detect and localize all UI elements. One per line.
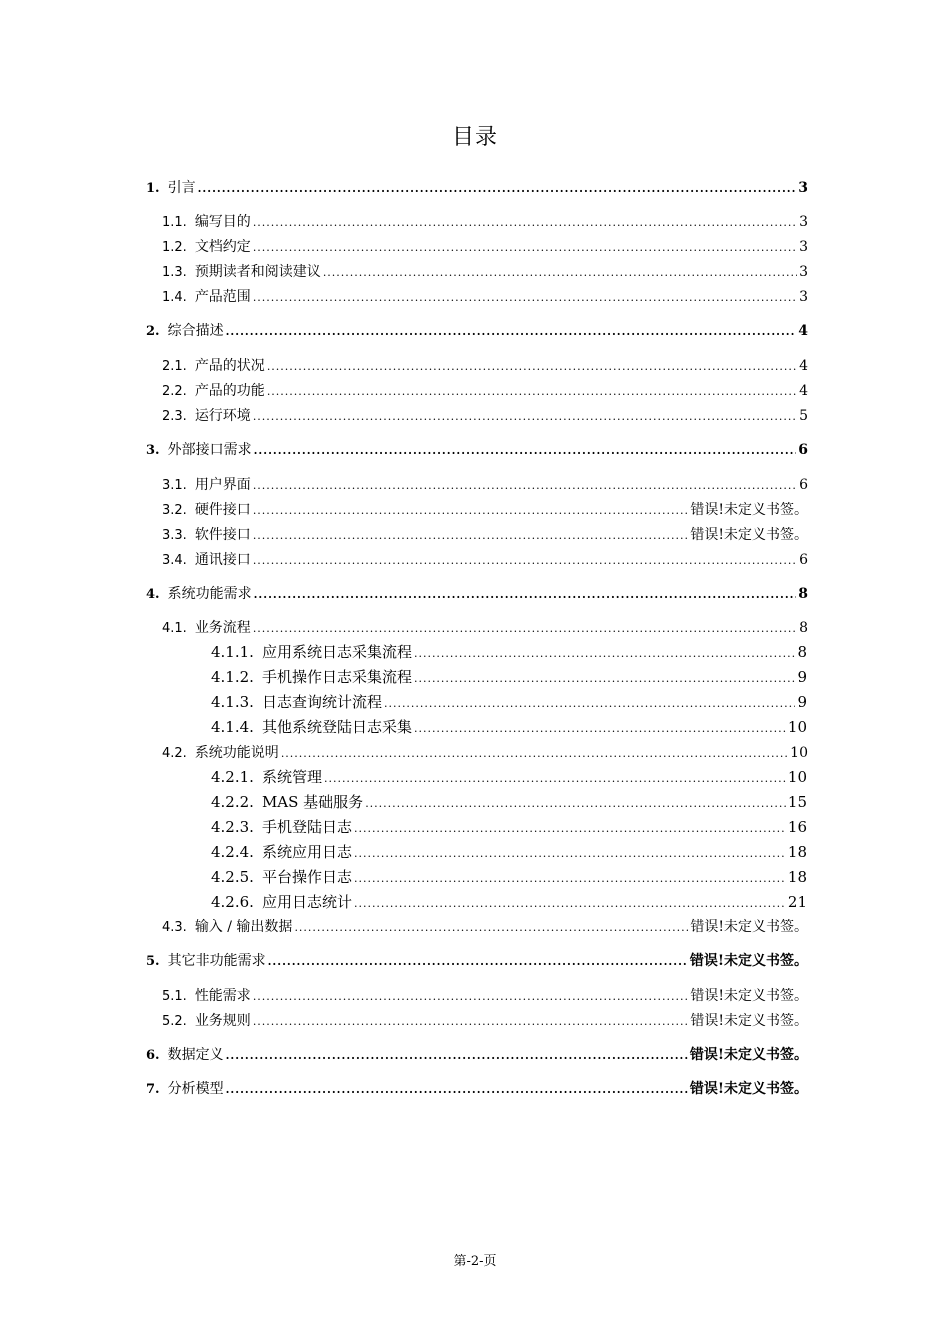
toc-entry[interactable] <box>162 261 808 283</box>
toc-entry[interactable] <box>146 950 808 972</box>
toc-entry[interactable] <box>146 320 808 342</box>
toc-entry-page: 10 <box>790 745 808 761</box>
toc-entry-title: 运行环境 <box>194 408 251 424</box>
toc-entry[interactable] <box>162 617 808 639</box>
toc-entry-page: 8 <box>798 586 808 602</box>
toc-entry[interactable] <box>211 716 807 738</box>
toc-entry-number: 5.1. <box>162 989 187 1004</box>
toc-entry-page: 4 <box>799 383 808 399</box>
toc-entry-page: 6 <box>798 442 808 458</box>
toc-entry-page: 15 <box>787 793 807 811</box>
toc-entry-title: 平台操作日志 <box>261 868 352 886</box>
toc-entry-number: 1.3. <box>162 265 187 280</box>
toc-entry-title: 系统功能需求 <box>167 586 252 602</box>
toc-entry-number: 3.4. <box>162 553 187 568</box>
toc-entry-page: 8 <box>797 643 807 661</box>
toc-entry-number: 4.2.1. <box>211 768 254 786</box>
toc-entry-title: 产品范围 <box>194 289 251 305</box>
toc-entry-number: 2.1. <box>162 359 187 374</box>
toc-entry-number: 4.1.1. <box>211 643 254 661</box>
toc-entry-page: 6 <box>799 552 808 568</box>
toc-entry-title: 其它非功能需求 <box>167 953 266 969</box>
toc-entry-title: 输入 / 输出数据 <box>194 919 293 935</box>
toc-entry-title: 硬件接口 <box>194 502 251 518</box>
toc-entry[interactable] <box>211 866 807 888</box>
toc-entry-title: 引言 <box>167 180 196 196</box>
toc-leader-dots <box>354 893 786 915</box>
toc-entry-number: 4.1.4. <box>211 718 254 736</box>
toc-leader-dots <box>324 768 786 790</box>
toc-entry-title: 用户界面 <box>194 477 251 493</box>
toc-title: 目录 <box>451 125 498 150</box>
toc-entry[interactable] <box>162 549 808 571</box>
toc-entry-number: 5.2. <box>162 1014 187 1029</box>
toc-entry[interactable] <box>146 439 808 461</box>
toc-entry-page: 错误!未定义书签。 <box>690 988 808 1004</box>
toc-leader-dots <box>365 793 786 815</box>
toc-entry[interactable] <box>146 583 808 605</box>
toc-entry-number: 3.2. <box>162 503 187 518</box>
toc-entry-page: 10 <box>787 768 807 786</box>
toc-entry-page: 18 <box>787 843 807 861</box>
toc-leader-dots <box>354 818 786 840</box>
toc-leader-dots <box>253 618 797 640</box>
toc-entry-title: 分析模型 <box>167 1081 224 1097</box>
toc-entry-number: 3.3. <box>162 528 187 543</box>
toc-entry[interactable] <box>146 1044 808 1066</box>
toc-entry-title: 软件接口 <box>194 527 251 543</box>
toc-entry-number: 5. <box>146 954 160 969</box>
toc-entry-title: 预期读者和阅读建议 <box>194 264 321 280</box>
toc-leader-dots <box>268 951 688 973</box>
toc-entry-page: 4 <box>799 358 808 374</box>
toc-leader-dots <box>354 843 786 865</box>
toc-entry[interactable] <box>162 1010 808 1032</box>
toc-entry-page: 错误!未定义书签。 <box>690 527 808 543</box>
toc-entry-number: 3.1. <box>162 478 187 493</box>
toc-leader-dots <box>253 212 797 234</box>
toc-entry-number: 4.2.2. <box>211 793 254 811</box>
toc-entry[interactable] <box>162 916 808 938</box>
toc-entry-page: 10 <box>787 718 807 736</box>
toc-entry-number: 2.3. <box>162 409 187 424</box>
toc-entry[interactable] <box>162 474 808 496</box>
toc-entry-title: MAS 基础服务 <box>261 793 364 811</box>
toc-entry-number: 3. <box>146 443 160 458</box>
toc-leader-dots <box>253 986 689 1008</box>
toc-entry-page: 9 <box>797 693 807 711</box>
toc-leader-dots <box>384 693 796 715</box>
toc-entry-title: 数据定义 <box>167 1047 224 1063</box>
toc-leader-dots <box>253 475 797 497</box>
toc-leader-dots <box>253 287 797 309</box>
toc-leader-dots <box>226 1079 688 1101</box>
toc-leader-dots <box>414 668 796 690</box>
toc-entry-number: 1. <box>146 181 160 196</box>
toc-entry-page: 4 <box>798 323 808 339</box>
toc-entry-page: 3 <box>799 264 808 280</box>
toc-entry-number: 4.2.5. <box>211 868 254 886</box>
toc-entry[interactable] <box>162 286 808 308</box>
toc-entry-title: 其他系统登陆日志采集 <box>261 718 412 736</box>
toc-entry-title: 应用系统日志采集流程 <box>261 643 412 661</box>
toc-entry-title: 通讯接口 <box>194 552 251 568</box>
toc-entry-number: 4.2.3. <box>211 818 254 836</box>
toc-entry-title: 日志查询统计流程 <box>261 693 382 711</box>
toc-leader-dots <box>294 917 688 939</box>
toc-entry[interactable] <box>211 641 807 663</box>
toc-entry-page: 6 <box>799 477 808 493</box>
toc-entry[interactable] <box>162 524 808 546</box>
toc-leader-dots <box>354 868 786 890</box>
toc-leader-dots <box>253 237 797 259</box>
toc-entry-title: 编写目的 <box>194 214 251 230</box>
toc-entry[interactable] <box>146 177 808 199</box>
toc-entry[interactable] <box>162 211 808 233</box>
toc-entry[interactable] <box>162 985 808 1007</box>
toc-entry-page: 3 <box>798 180 808 196</box>
toc-entry-number: 7. <box>146 1082 160 1097</box>
toc-entry-number: 6. <box>146 1048 160 1063</box>
toc-leader-dots <box>253 406 797 428</box>
toc-leader-dots <box>281 743 788 765</box>
toc-entry[interactable] <box>211 816 807 838</box>
toc-entry-page: 18 <box>787 868 807 886</box>
toc-leader-dots <box>253 550 797 572</box>
toc-entry-title: 业务流程 <box>194 620 251 636</box>
toc-entry-page: 5 <box>799 408 808 424</box>
toc-entry-page: 21 <box>787 893 807 911</box>
toc-entry[interactable] <box>211 841 807 863</box>
toc-leader-dots <box>198 178 797 200</box>
toc-entry-number: 4.2. <box>162 746 187 761</box>
toc-entry-page: 错误!未定义书签。 <box>689 1047 808 1063</box>
toc-entry-page: 3 <box>799 289 808 305</box>
toc-entry-number: 2. <box>146 324 160 339</box>
toc-entry-title: 产品的状况 <box>194 358 265 374</box>
toc-entry[interactable] <box>162 380 808 402</box>
toc-leader-dots <box>226 321 797 343</box>
toc-entry-title: 文档约定 <box>194 239 251 255</box>
toc-entry-page: 错误!未定义书签。 <box>689 953 808 969</box>
toc-entry-number: 1.1. <box>162 215 187 230</box>
toc-entry[interactable] <box>211 666 807 688</box>
toc-entry-number: 1.2. <box>162 240 187 255</box>
toc-entry[interactable] <box>146 1078 808 1100</box>
toc-entry-page: 错误!未定义书签。 <box>690 502 808 518</box>
toc-entry-title: 综合描述 <box>167 323 224 339</box>
toc-entry-number: 1.4. <box>162 290 187 305</box>
toc-entry-title: 系统应用日志 <box>261 843 352 861</box>
toc-leader-dots <box>226 1045 688 1067</box>
toc-entry-number: 4.2.6. <box>211 893 254 911</box>
toc-entry-page: 3 <box>799 214 808 230</box>
toc-entry-page: 错误!未定义书签。 <box>690 919 808 935</box>
toc-entry[interactable] <box>162 236 808 258</box>
page-footer: 第-2-页 <box>453 1254 497 1269</box>
toc-entry-page: 16 <box>787 818 807 836</box>
toc-entry-title: 产品的功能 <box>194 383 265 399</box>
toc-entry[interactable] <box>162 355 808 377</box>
toc-entry-page: 9 <box>797 668 807 686</box>
toc-entry-page: 错误!未定义书签。 <box>690 1013 808 1029</box>
toc-entry-number: 4. <box>146 587 160 602</box>
toc-entry[interactable] <box>211 891 807 913</box>
toc-entry-title: 应用日志统计 <box>261 893 352 911</box>
toc-leader-dots <box>253 525 689 547</box>
toc-entry-number: 4.2.4. <box>211 843 254 861</box>
toc-entry[interactable] <box>211 766 807 788</box>
toc-leader-dots <box>267 356 797 378</box>
toc-leader-dots <box>323 262 797 284</box>
toc-leader-dots <box>253 1011 689 1033</box>
toc-entry-page: 3 <box>799 239 808 255</box>
toc-entry-title: 性能需求 <box>194 988 251 1004</box>
toc-entry-number: 4.3. <box>162 920 187 935</box>
toc-leader-dots <box>253 500 689 522</box>
toc-leader-dots <box>414 643 796 665</box>
toc-entry-title: 业务规则 <box>194 1013 251 1029</box>
toc-leader-dots <box>254 584 797 606</box>
toc-entry[interactable] <box>211 791 807 813</box>
toc-entry-number: 2.2. <box>162 384 187 399</box>
toc-entry-page: 8 <box>799 620 808 636</box>
toc-entry-title: 系统管理 <box>261 768 322 786</box>
toc-leader-dots <box>414 718 786 740</box>
toc-entry-title: 手机登陆日志 <box>261 818 352 836</box>
toc-entry-number: 4.1.3. <box>211 693 254 711</box>
toc-entry[interactable] <box>162 405 808 427</box>
toc-leader-dots <box>254 440 797 462</box>
toc-entry[interactable] <box>162 742 808 764</box>
toc-entry[interactable] <box>211 691 807 713</box>
toc-leader-dots <box>267 381 797 403</box>
toc-entry-page: 错误!未定义书签。 <box>689 1081 808 1097</box>
toc-entry-number: 4.1.2. <box>211 668 254 686</box>
toc-entry[interactable] <box>162 499 808 521</box>
toc-entry-title: 外部接口需求 <box>167 442 252 458</box>
toc-entry-title: 系统功能说明 <box>194 745 279 761</box>
toc-entry-number: 4.1. <box>162 621 187 636</box>
toc-entry-title: 手机操作日志采集流程 <box>261 668 412 686</box>
